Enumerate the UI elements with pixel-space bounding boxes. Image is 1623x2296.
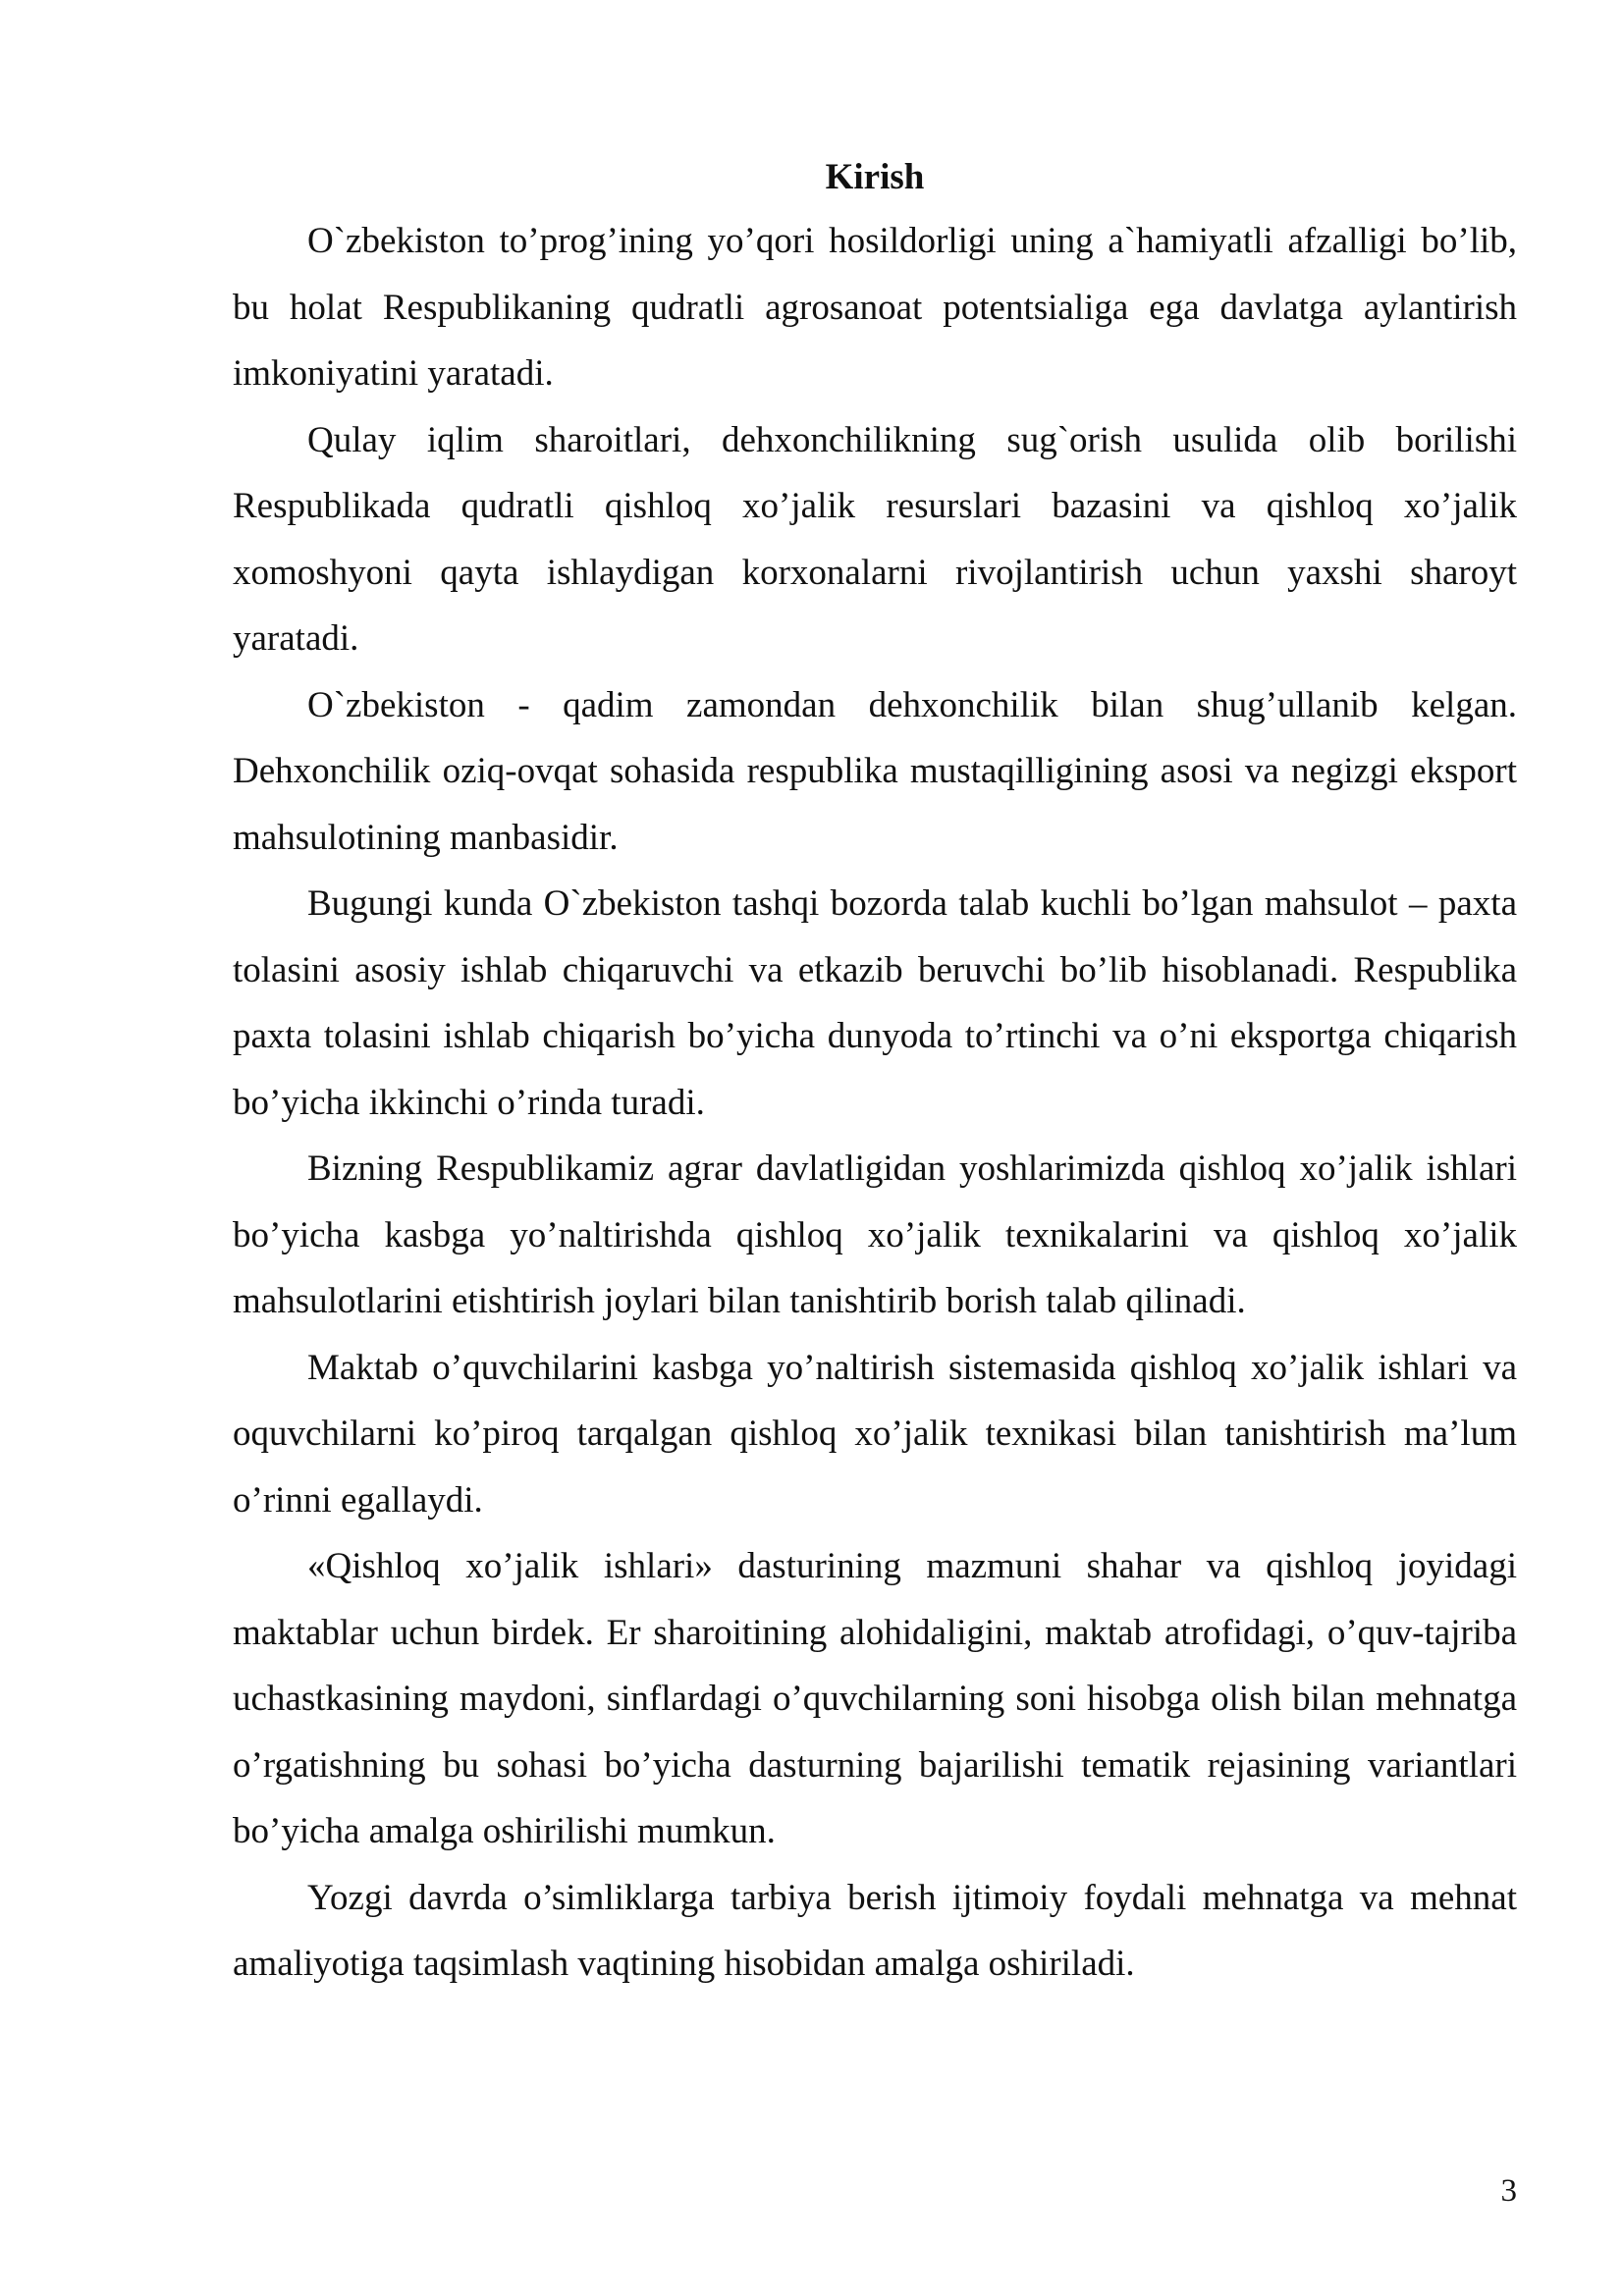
paragraph-3: O`zbekiston - qadim zamondan dehxonchilik bilan shug’ullanib kelgan. Dehxonchilik oziq-ovqat sohasida respublika mustaqilligining asosi va negizgi eksport mahsulotining manbasidir.: [233, 684, 1517, 858]
paragraph-7: «Qishloq xo’jalik ishlari» dasturining mazmuni shahar va qishloq joyidagi maktablar uchun birdek. Er sharoitining alohidaligini, maktab atrofidagi, o’quv-tajriba uchastkasining maydoni, sinflardagi o’quvchilarning soni hisobga olish bilan mehnatga o’rgatishning bu sohasi bo’yicha dasturning bajarilishi tematik rejasining variantlari bo’yicha amalga oshirilishi mumkun.: [233, 1546, 1517, 1851]
paragraph-6: Maktab o’quvchilarini kasbga yo’naltirish sistemasida qishloq xo’jalik ishlari va oquvchilarni ko’piroq tarqalgan qishloq xo’jalik texnikasi bilan tanishtirish ma’lum o’rinni egallaydi.: [233, 1347, 1517, 1521]
page-number: 3: [1500, 2173, 1517, 2209]
paragraph-5: Bizning Respublikamiz agrar davlatligidan yoshlarimizda qishloq xo’jalik ishlari bo’yicha kasbga yo’naltirishda qishloq xo’jalik texnikalarini va qishloq xo’jalik mahsulotlarini etishtirish joylari bilan tanishtirib borish talab qilinadi.: [233, 1148, 1517, 1321]
document-page: [233, 147, 1517, 1998]
document-title: Kirish: [825, 157, 925, 197]
paragraph-8: Yozgi davrda o’simliklarga tarbiya berish ijtimoiy foydali mehnatga va mehnat amaliyotiga taqsimlash vaqtining hisobidan amalga oshiriladi.: [233, 1877, 1517, 1984]
paragraph-1: O`zbekiston to’prog’ining yo’qori hosildorligi uning a`hamiyatli afzalligi bo’lib, bu holat Respublikaning qudratli agrosanoat potentsialiga ega davlatga aylantirish imkoniyatini yaratadi.: [233, 221, 1517, 394]
paragraph-2: Qulay iqlim sharoitlari, dehxonchilikning sug`orish usulida olib borilishi Respublikada qudratli qishloq xo’jalik resurslari bazasini va qishloq xo’jalik xomoshyoni qayta ishlaydigan korxonalarni rivojlantirish uchun yaxshi sharoyt yaratadi.: [233, 419, 1517, 659]
paragraph-4: Bugungi kunda O`zbekiston tashqi bozorda talab kuchli bo’lgan mahsulot – paxta tolasini asosiy ishlab chiqaruvchi va etkazib beruvchi bo’lib hisoblanadi. Respublika paxta tolasini ishlab chiqarish bo’yicha dunyoda to’rtinchi va o’ni eksportga chiqarish bo’yicha ikkinchi o’rinda turadi.: [233, 883, 1517, 1123]
